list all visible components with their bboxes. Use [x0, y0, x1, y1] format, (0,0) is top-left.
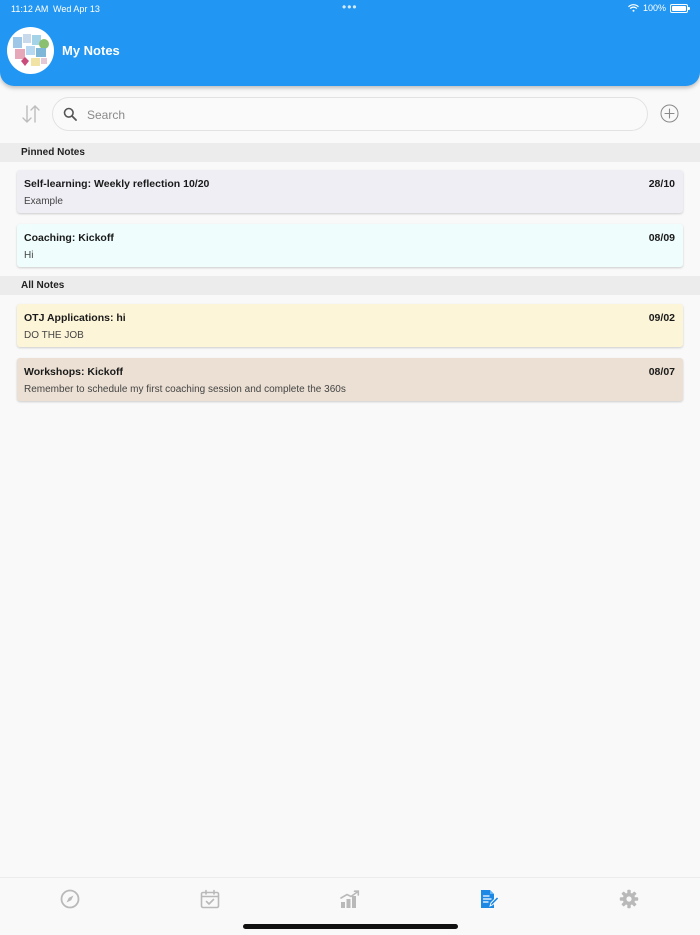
note-title: Self-learning: Weekly reflection 10/20	[24, 178, 210, 190]
note-card[interactable]	[17, 304, 683, 347]
wifi-icon	[628, 4, 639, 12]
tab-notes[interactable]	[479, 889, 499, 909]
status-date: Wed Apr 13	[53, 4, 100, 14]
search-icon	[63, 107, 77, 121]
note-preview: Example	[24, 196, 63, 207]
page-title: My Notes	[62, 43, 120, 58]
tab-calendar[interactable]	[200, 889, 220, 909]
battery-percent: 100%	[642, 3, 666, 13]
status-indicators	[628, 3, 688, 13]
section-label: Pinned Notes	[21, 147, 85, 158]
sort-arrows-icon	[20, 103, 42, 125]
section-header-pinned	[0, 143, 700, 162]
multitasking-dots-icon[interactable]: •••	[342, 0, 358, 14]
note-date: 08/07	[648, 366, 675, 378]
section-label: All Notes	[21, 280, 65, 291]
note-date: 08/09	[648, 232, 675, 244]
home-indicator[interactable]	[243, 924, 458, 929]
notes-icon	[479, 889, 499, 909]
note-date: 28/10	[648, 178, 675, 190]
app-header	[0, 0, 700, 86]
note-title: Workshops: Kickoff	[24, 366, 123, 378]
search-bar[interactable]	[52, 97, 648, 131]
note-card[interactable]	[17, 170, 683, 213]
battery-icon	[670, 4, 688, 13]
tab-explore[interactable]	[60, 889, 80, 909]
note-preview: Hi	[24, 250, 34, 261]
chart-icon	[340, 889, 360, 909]
sort-button[interactable]	[20, 103, 42, 125]
plus-circle-icon	[660, 104, 679, 123]
calendar-check-icon	[200, 889, 220, 909]
gear-icon	[619, 889, 639, 909]
note-card[interactable]	[17, 358, 683, 401]
note-date: 09/02	[648, 312, 675, 324]
compass-icon	[60, 889, 80, 909]
note-title: Coaching: Kickoff	[24, 232, 114, 244]
add-note-button[interactable]	[660, 104, 679, 123]
app-logo-icon[interactable]	[7, 27, 54, 74]
status-bar	[0, 0, 700, 18]
tab-settings[interactable]	[619, 889, 639, 909]
status-time: 11:12 AM	[11, 4, 49, 14]
section-header-all	[0, 276, 700, 295]
search-input[interactable]	[85, 104, 629, 126]
tab-progress[interactable]	[340, 889, 360, 909]
note-card[interactable]	[17, 224, 683, 267]
note-preview: Remember to schedule my first coaching session and complete the 360s	[24, 384, 346, 395]
note-preview: DO THE JOB	[24, 330, 84, 341]
note-title: OTJ Applications: hi	[24, 312, 126, 324]
